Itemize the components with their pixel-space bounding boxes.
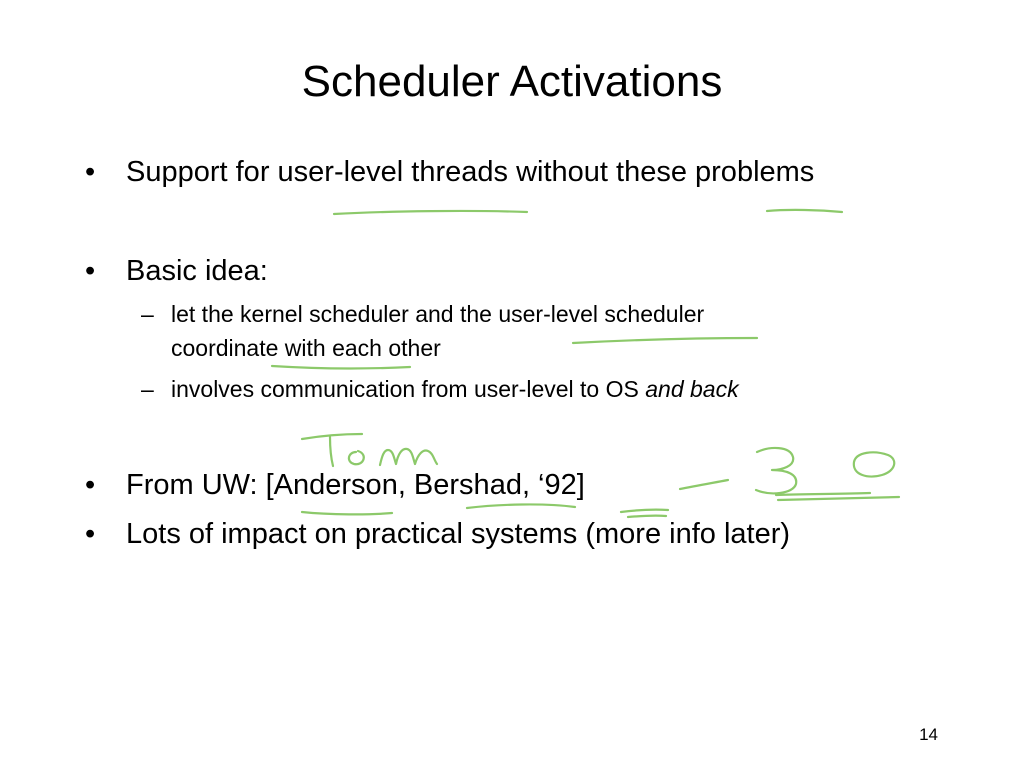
- bullet-marker: •: [85, 518, 96, 550]
- bullet-text: Lots of impact on practical systems (more info later): [126, 518, 791, 550]
- ink-underline-scheduler: [573, 338, 757, 343]
- ink-underline-thirty-1: [776, 493, 870, 495]
- sub-bullet-text-plain: involves communication from user-level to OS: [171, 376, 646, 402]
- sub-bullet-text: [171, 372, 739, 406]
- ink-underline-bershad: [467, 504, 575, 508]
- ink-digit-zero: [854, 452, 894, 476]
- ink-digit-three: [756, 448, 796, 493]
- bullet-marker: •: [85, 156, 96, 188]
- sub-bullet-marker: –: [141, 301, 154, 327]
- bullet-text: Basic idea:: [126, 255, 268, 287]
- ink-underline-user-level-threads: [334, 211, 527, 214]
- bullet-text: From UW: [Anderson, Bershad, ‘92]: [126, 469, 585, 501]
- ink-underline-92: [621, 510, 668, 512]
- page-number: 14: [919, 725, 938, 744]
- sub-bullet-text-line2: coordinate with each other: [171, 335, 441, 361]
- bullet-marker: •: [85, 255, 96, 287]
- bullet-text: Support for user-level threads without these problems: [126, 156, 815, 188]
- ink-handwritten-name-tom: [302, 434, 437, 466]
- sub-bullet-text-italic: and back: [645, 376, 739, 402]
- ink-underline-problems: [767, 210, 842, 212]
- bullet-marker: •: [85, 469, 96, 501]
- slide-title: Scheduler Activations: [301, 57, 723, 106]
- sub-bullet-text-line1: let the kernel scheduler and the user-level scheduler: [171, 301, 705, 327]
- ink-underline-thirty-2: [778, 497, 899, 500]
- ink-dash: [680, 480, 728, 489]
- ink-underline-coordinate: [272, 366, 410, 368]
- sub-bullet-marker: –: [141, 376, 154, 402]
- ink-underline-anderson: [302, 512, 392, 514]
